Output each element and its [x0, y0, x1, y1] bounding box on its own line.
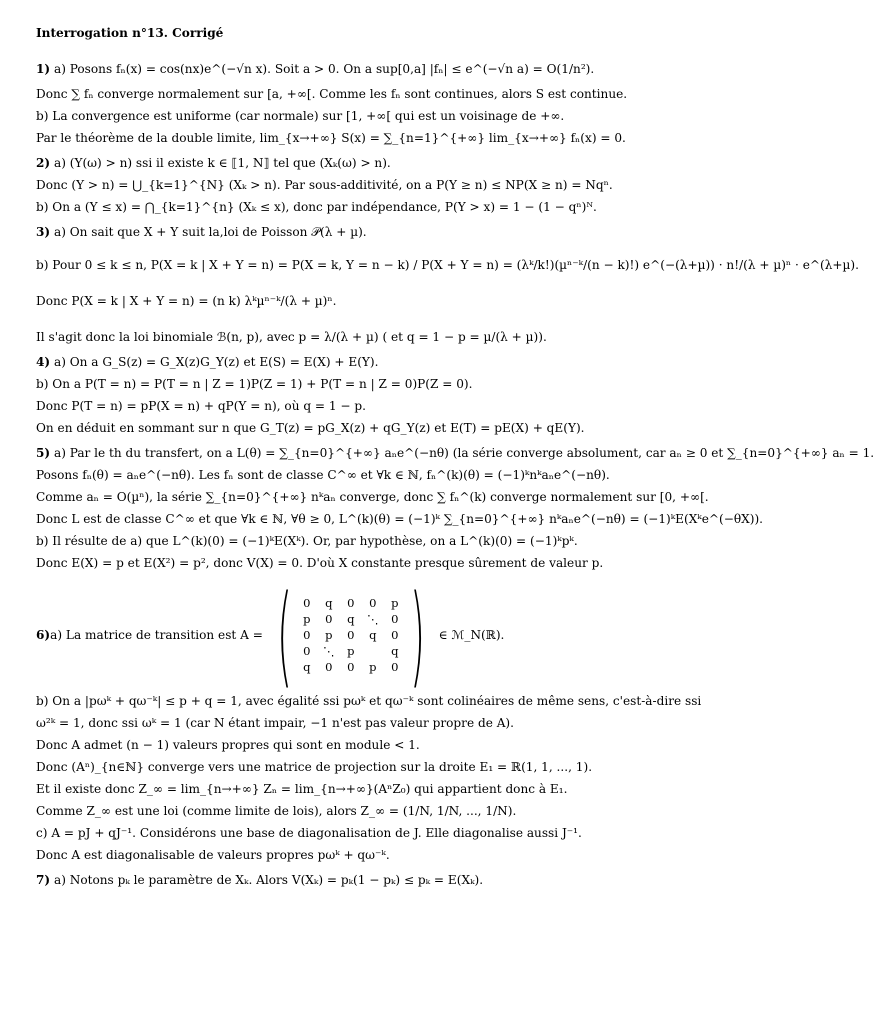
line-text: Donc A admet (n − 1) valeurs propres qui sont en module < 1.	[36, 738, 420, 752]
line-text: a) On sait que X + Y suit la,loi de Poisson 𝒫(λ + µ).	[50, 225, 367, 239]
matrix-row	[296, 659, 406, 675]
exercises-1-to-5	[36, 51, 874, 578]
matrix-row	[296, 595, 406, 611]
text-line	[36, 782, 752, 797]
line-text: Posons fₙ(θ) = aₙe^(−nθ). Les fₙ sont de classe C^∞ et ∀k ∈ ℕ, fₙ^(k)(θ) = (−1)ᵏnᵏaₙe^(−nθ).	[36, 468, 610, 482]
line-spacer	[36, 753, 752, 760]
matrix-cell: p	[347, 644, 355, 658]
line-spacer	[36, 436, 752, 446]
text-line	[36, 319, 752, 355]
exercise-number: 2)	[36, 156, 51, 170]
line-text: Par le théorème de la double limite, lim_{x→+∞} S(x) = ∑_{n=1}^{+∞} lim_{x→+∞} fₙ(x) = 0.	[36, 131, 626, 145]
matrix-cell: 0	[347, 660, 355, 674]
line-text: a) Notons pₖ le paramètre de Xₖ. Alors V(Xₖ) = pₖ(1 − pₖ) ≤ pₖ = E(Xₖ).	[50, 873, 484, 887]
text-line	[36, 716, 752, 731]
line-spacer	[36, 549, 752, 556]
line-spacer	[36, 863, 752, 873]
line-text: a) On a G_S(z) = G_X(z)G_Y(z) et E(S) = E(X) + E(Y).	[50, 355, 379, 369]
exercise-number: 1)	[36, 62, 51, 76]
text-line	[36, 247, 859, 283]
text-line	[36, 556, 752, 571]
matrix-cell: p	[369, 660, 377, 674]
matrix-row	[296, 611, 406, 627]
line-spacer	[36, 797, 752, 804]
line-spacer	[36, 483, 752, 490]
line-text: c) A = pJ + qJ⁻¹. Considérons une base de diagonalisation de J. Elle diagonalise aussi J⁻¹.	[36, 826, 582, 840]
document-page	[36, 26, 874, 1016]
line-text: a) Par le th du transfert, on a L(θ) = ∑_{n=0}^{+∞} aₙe^(−nθ) (la série converge absolument, car aₙ ≥ 0 et ∑_{n=0}^{+∞} aₙ = 1.	[50, 446, 874, 460]
matrix-prefix: a) La matrice de transition est A =	[50, 628, 263, 642]
text-line	[36, 225, 752, 240]
matrix-cell: 0	[303, 596, 311, 610]
matrix-cell: q	[303, 660, 311, 674]
exercise-number: 4)	[36, 355, 51, 369]
line-spacer	[36, 775, 752, 782]
line-text: Donc P(X = k | X + Y = n) = (n k) λᵏµⁿ⁻ᵏ/(λ + µ)ⁿ.	[36, 294, 337, 308]
text-line	[36, 355, 752, 370]
line-spacer	[36, 240, 752, 247]
text-line	[36, 848, 752, 863]
matrix-row	[296, 643, 406, 659]
matrix-cell: 0	[303, 644, 311, 658]
line-text: Donc L est de classe C^∞ et que ∀k ∈ ℕ, ∀θ ≥ 0, L^(k)(θ) = (−1)ᵏ ∑_{n=0}^{+∞} nᵏaₙe^(−nθ) = (−1)ᵏE(Xᵏe^(−θX)).	[36, 512, 764, 526]
line-text: a) Posons fₙ(x) = cos(nx)e^(−√n x). Soit a > 0. On a sup[0,a] |fₙ| ≤ e^(−√n a) = O(1/n²).	[50, 62, 595, 76]
matrix-left-paren: (	[276, 571, 292, 699]
matrix-cell: 0	[391, 612, 399, 626]
text-line	[36, 446, 874, 461]
transition-matrix-line	[36, 571, 752, 699]
text-line	[36, 200, 752, 215]
text-line	[36, 694, 752, 709]
exercise-number: 5)	[36, 446, 51, 460]
document-title: Interrogation n°13. Corrigé	[36, 26, 224, 40]
exercise-number: 6)	[36, 628, 51, 642]
line-spacer	[36, 370, 752, 377]
line-spacer	[36, 124, 752, 131]
matrix-cell: 0	[303, 628, 311, 642]
line-spacer	[36, 414, 752, 421]
matrix-cell: ⋱	[367, 612, 379, 626]
line-text: Il s'agit donc la loi binomiale ℬ(n, p), avec p = λ/(λ + µ) ( et q = 1 − p = µ/(λ + µ)).	[36, 330, 547, 344]
line-text: Donc (Aⁿ)_{n∈ℕ} converge vers une matrice de projection sur la droite E₁ = ℝ(1, 1, ..., 1).	[36, 760, 593, 774]
line-text: b) La convergence est uniforme (car normale) sur [1, +∞[ qui est un voisinage de +∞.	[36, 109, 565, 123]
matrix-cell: 0	[369, 596, 377, 610]
text-line	[36, 804, 752, 819]
matrix-cell: 0	[347, 628, 355, 642]
text-line	[36, 178, 752, 193]
line-spacer	[36, 819, 752, 826]
line-spacer	[36, 841, 752, 848]
text-line	[36, 738, 752, 753]
line-text: Donc ∑ fₙ converge normalement sur [a, +∞[. Comme les fₙ sont continues, alors S est continue.	[36, 87, 628, 101]
text-line	[36, 87, 752, 102]
line-spacer	[36, 146, 752, 156]
line-spacer	[36, 215, 752, 225]
line-spacer	[36, 527, 752, 534]
matrix-cell: ⋱	[323, 644, 335, 658]
text-line	[36, 377, 752, 392]
text-line	[36, 468, 752, 483]
line-text: b) Il résulte de a) que L^(k)(0) = (−1)ᵏE(Xᵏ). Or, par hypothèse, on a L^(k)(0) = (−1)ᵏpᵏ.	[36, 534, 578, 548]
line-spacer	[36, 392, 752, 399]
line-text: Donc P(T = n) = pP(X = n) + qP(Y = n), où q = 1 − p.	[36, 399, 366, 413]
text-line	[36, 512, 764, 527]
matrix-cell: q	[347, 612, 355, 626]
line-text: On en déduit en sommant sur n que G_T(z) = pG_X(z) + qG_Y(z) et E(T) = pE(X) + qE(Y).	[36, 421, 585, 435]
matrix-cell: 0	[347, 596, 355, 610]
line-text: b) On a (Y ≤ x) = ⋂_{k=1}^{n} (Xₖ ≤ x), donc par indépendance, P(Y > x) = 1 − (1 − qⁿ)ᴺ.	[36, 200, 597, 214]
matrix-cell: q	[325, 596, 333, 610]
line-spacer	[36, 193, 752, 200]
text-line	[36, 760, 752, 775]
text-line	[36, 109, 752, 124]
matrix-cell: 0	[325, 660, 333, 674]
line-spacer	[36, 888, 752, 895]
exercises-6-to-7	[36, 694, 752, 895]
matrix-cell: q	[391, 644, 399, 658]
matrix-cell: 0	[391, 660, 399, 674]
line-spacer	[36, 505, 752, 512]
line-text: Et il existe donc Z_∞ = lim_{n→+∞} Zₙ = lim_{n→+∞}(AⁿZ₀) qui appartient donc à E₁.	[36, 782, 568, 796]
line-text: Donc (Y > n) = ⋃_{k=1}^{N} (Xₖ > n). Par sous-additivité, on a P(Y ≥ n) ≤ NP(X ≥ n) = Nqⁿ.	[36, 178, 613, 192]
line-spacer	[36, 461, 752, 468]
matrix-cell: p	[391, 596, 399, 610]
line-text: b) Pour 0 ≤ k ≤ n, P(X = k | X + Y = n) = P(X = k, Y = n − k) / P(X + Y = n) = (λᵏ/k!)(µⁿ⁻ᵏ/(n − k)!) e^(−(λ+µ)) · n!/(λ + µ)ⁿ · e^(λ+µ).	[36, 258, 859, 272]
text-line	[36, 534, 752, 549]
line-spacer	[36, 731, 752, 738]
line-spacer	[36, 171, 752, 178]
line-text: a) (Y(ω) > n) ssi il existe k ∈ ⟦1, N⟧ tel que (Xₖ(ω) > n).	[50, 156, 391, 170]
matrix-table	[296, 595, 406, 675]
text-line	[36, 826, 752, 841]
matrix-right-paren: )	[409, 571, 425, 699]
matrix-cell: q	[369, 628, 377, 642]
matrix-row	[296, 627, 406, 643]
text-line	[36, 421, 752, 436]
text-line	[36, 131, 752, 146]
line-spacer	[36, 102, 752, 109]
line-text: Donc A est diagonalisable de valeurs propres pωᵏ + qω⁻ᵏ.	[36, 848, 390, 862]
matrix-cell: 0	[391, 628, 399, 642]
line-spacer	[36, 571, 752, 578]
matrix-suffix: ∈ ℳ_N(ℝ).	[438, 628, 505, 642]
line-spacer	[36, 709, 752, 716]
exercise-number: 3)	[36, 225, 51, 239]
matrix-cell: 0	[325, 612, 333, 626]
text-line	[36, 156, 752, 171]
text-line	[36, 283, 752, 319]
matrix-cell: p	[303, 612, 311, 626]
line-text: Donc E(X) = p et E(X²) = p², donc V(X) = 0. D'où X constante presque sûrement de valeur p.	[36, 556, 604, 570]
text-line	[36, 51, 752, 87]
matrix-cell: p	[325, 628, 333, 642]
line-text: ω²ᵏ = 1, donc ssi ωᵏ = 1 (car N étant impair, −1 n'est pas valeur propre de A).	[36, 716, 514, 730]
exercise-number: 7)	[36, 873, 51, 887]
matrix-cell	[362, 643, 384, 659]
line-text: Comme Z_∞ est une loi (comme limite de lois), alors Z_∞ = (1/N, 1/N, ..., 1/N).	[36, 804, 517, 818]
text-line	[36, 873, 752, 888]
line-text: b) On a |pωᵏ + qω⁻ᵏ| ≤ p + q = 1, avec égalité ssi pωᵏ et qω⁻ᵏ sont colinéaires de même sens, c'est-à-dire ssi	[36, 694, 702, 708]
line-text: Comme aₙ = O(µⁿ), la série ∑_{n=0}^{+∞} nᵏaₙ converge, donc ∑ fₙ^(k) converge normalement sur [0, +∞[.	[36, 490, 709, 504]
line-text: b) On a P(T = n) = P(T = n | Z = 1)P(Z = 1) + P(T = n | Z = 0)P(Z = 0).	[36, 377, 473, 391]
text-line	[36, 490, 752, 505]
text-line	[36, 399, 752, 414]
